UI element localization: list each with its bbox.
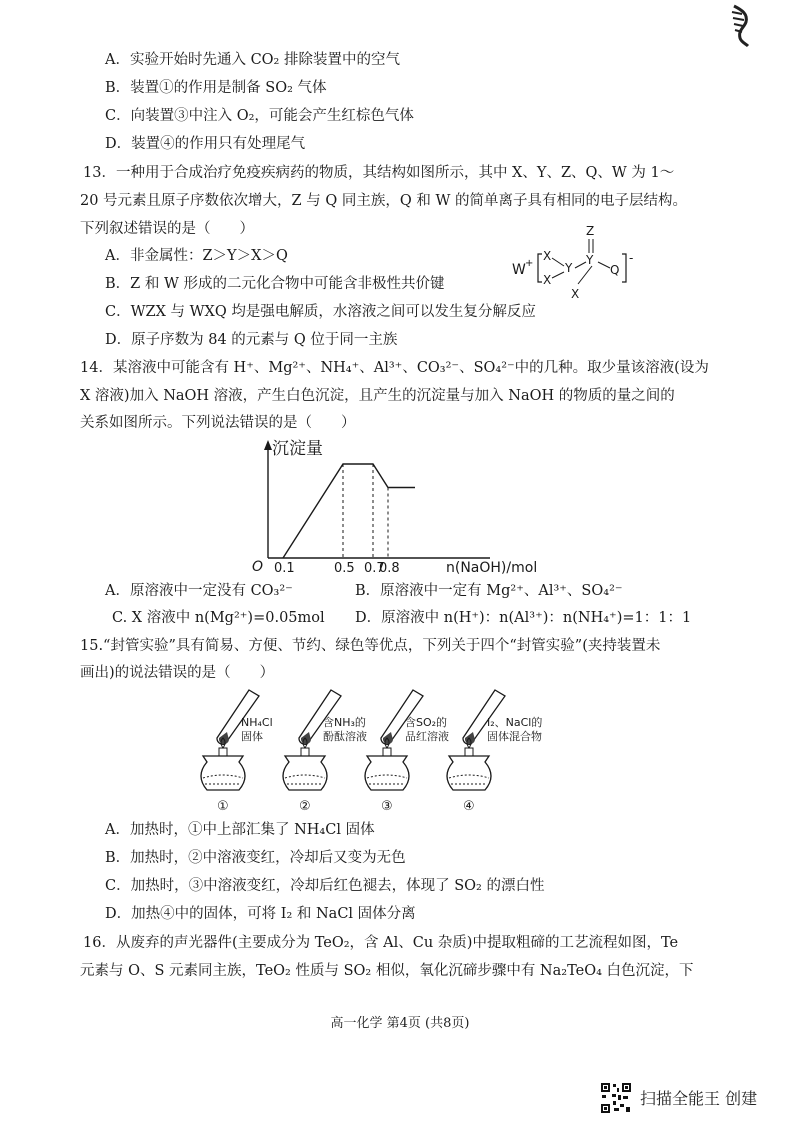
q15-option-c: C．加热时，③中溶液变红，冷却后红色褪去，体现了 SO₂ 的漂白性 bbox=[105, 878, 545, 894]
q15-option-a: A．加热时，①中上部汇集了 NH₄Cl 固体 bbox=[105, 822, 375, 838]
q13-stem-line1: 13．一种用于合成治疗免疫疾病药的物质，其结构如图所示，其中 X、Y、Z、Q、W 为 1～ bbox=[83, 165, 675, 181]
struct-bond-y-q bbox=[598, 262, 610, 268]
tube-number: ④ bbox=[463, 799, 475, 814]
q13-option-d: D．原子序数为 84 的元素与 Q 位于同一主族 bbox=[105, 332, 398, 348]
q15-option-d: D．加热④中的固体，可将 I₂ 和 NaCl 固体分离 bbox=[105, 906, 416, 922]
sealed-tube-2 bbox=[283, 690, 367, 814]
binding-mark-icon bbox=[728, 4, 754, 48]
struct-bracket-left bbox=[538, 254, 542, 282]
q14-stem-line3: 关系如图所示。下列说法错误的是（ ） bbox=[80, 415, 356, 431]
chart-origin: O bbox=[252, 559, 264, 575]
q14-option-a: A．原溶液中一定没有 CO₃²⁻ bbox=[105, 583, 293, 599]
sealed-tube-4 bbox=[447, 690, 542, 814]
tube-label-line2: 酚酞溶液 bbox=[323, 730, 367, 743]
q13-option-a: A．非金属性：Z＞Y＞X＞Q bbox=[105, 248, 288, 264]
q15-stem-line1: 15.“封管实验”具有简易、方便、节约、绿色等优点，下列关于四个“封管实验”(夹持装置未 bbox=[80, 638, 661, 654]
q14-option-c: C. X 溶液中 n(Mg²⁺)=0.05mol bbox=[112, 610, 325, 626]
q13-option-b: B．Z 和 W 形成的二元化合物中可能含非极性共价键 bbox=[105, 276, 445, 292]
tube-number: ③ bbox=[381, 799, 393, 814]
chart-tick-label: 0.1 bbox=[274, 561, 295, 576]
struct-y2: Y bbox=[586, 253, 594, 267]
tube-label-line2: 品红溶液 bbox=[405, 730, 449, 743]
q14-option-d: D．原溶液中 n(H⁺)：n(Al³⁺)：n(NH₄⁺)=1：1：1 bbox=[355, 610, 692, 626]
struct-bond-y-y bbox=[575, 262, 586, 268]
q13-option-c: C．WZX 与 WXQ 均是强电解质，水溶液之间可以发生复分解反应 bbox=[105, 304, 536, 320]
struct-x2: X bbox=[543, 273, 552, 287]
q14-stem-line2: X 溶液)加入 NaOH 溶液，产生白色沉淀，且产生的沉淀量与加入 NaOH 的物质的量之间的 bbox=[80, 388, 675, 404]
sealed-tube-apparatus bbox=[195, 686, 565, 816]
q12-option-b: B．装置①的作用是制备 SO₂ 气体 bbox=[105, 80, 327, 96]
struct-minus: - bbox=[629, 251, 634, 265]
struct-x3: X bbox=[571, 287, 580, 301]
chart-tick-label: 0.7 bbox=[364, 561, 385, 576]
chart-tick-label: 0.8 bbox=[379, 561, 400, 576]
tube-number: ② bbox=[299, 799, 311, 814]
q13-stem-line3: 下列叙述错误的是（ ） bbox=[80, 221, 254, 237]
scanner-watermark: 扫描全能王 创建 bbox=[640, 1089, 758, 1108]
struct-w-plus: + bbox=[525, 258, 534, 269]
q15-option-b: B．加热时，②中溶液变红，冷却后又变为无色 bbox=[105, 850, 406, 866]
chart-y-arrow bbox=[264, 440, 272, 450]
struct-y1: Y bbox=[565, 261, 573, 275]
q12-option-c: C．向装置③中注入 O₂，可能会产生红棕色气体 bbox=[105, 108, 414, 124]
struct-bond-y-x3 bbox=[578, 266, 592, 284]
struct-w: W bbox=[512, 262, 526, 278]
struct-bracket-right bbox=[622, 254, 626, 282]
tube-label-line2: 固体 bbox=[241, 730, 263, 743]
chart-series-line bbox=[283, 464, 415, 558]
chart-xlabel: n(NaOH)/mol bbox=[446, 560, 538, 576]
tube-label-line1: NH₄Cl bbox=[241, 716, 273, 729]
q15-stem-line2: 画出)的说法错误的是（ ） bbox=[80, 665, 275, 681]
chart-ylabel: 沉淀量 bbox=[272, 439, 323, 459]
q12-option-d: D．装置④的作用只有处理尾气 bbox=[105, 136, 306, 152]
q13-structure-diagram bbox=[510, 222, 650, 304]
struct-x1: X bbox=[543, 249, 552, 263]
tube-label-line2: 固体混合物 bbox=[487, 730, 542, 743]
struct-bond-x2-y bbox=[552, 272, 564, 278]
sealed-tube-1 bbox=[201, 690, 273, 814]
tube-number: ① bbox=[217, 799, 229, 814]
tube-label-line1: 含NH₃的 bbox=[323, 716, 366, 729]
q14-stem-line1: 14．某溶液中可能含有 H⁺、Mg²⁺、NH₄⁺、Al³⁺、CO₃²⁻、SO₄²⁻中的几种。取少量该溶液(设为 bbox=[80, 360, 709, 376]
qr-code-icon bbox=[600, 1082, 632, 1114]
struct-z: Z bbox=[586, 224, 595, 238]
q13-stem-line2: 20 号元素且原子序数依次增大，Z 与 Q 同主族，Q 和 W 的简单离子具有相同的电子层结构。 bbox=[80, 193, 687, 209]
tube-label-line1: I₂、NaCl的 bbox=[487, 716, 543, 729]
q16-stem-line2: 元素与 O、S 元素同主族，TeO₂ 性质与 SO₂ 相似，氧化沉碲步骤中有 Na₂TeO₄ 白色沉淀，下 bbox=[80, 963, 694, 979]
chart-tick-label: 0.5 bbox=[334, 561, 355, 576]
sealed-tube-3 bbox=[365, 690, 449, 814]
tube-label-line1: 含SO₂的 bbox=[405, 716, 448, 729]
q16-stem-line1: 16．从废弃的声光器件(主要成分为 TeO₂，含 Al、Cu 杂质)中提取粗碲的工艺流程如图，Te bbox=[83, 935, 679, 951]
q12-option-a: A．实验开始时先通入 CO₂ 排除装置中的空气 bbox=[105, 52, 400, 68]
page-footer: 高一化学 第4页 (共8页) bbox=[330, 1016, 470, 1031]
struct-bond-x1-y bbox=[552, 258, 564, 266]
struct-q: Q bbox=[610, 263, 620, 277]
q14-option-b: B．原溶液中一定有 Mg²⁺、Al³⁺、SO₄²⁻ bbox=[355, 583, 623, 599]
precipitate-chart bbox=[250, 436, 580, 581]
